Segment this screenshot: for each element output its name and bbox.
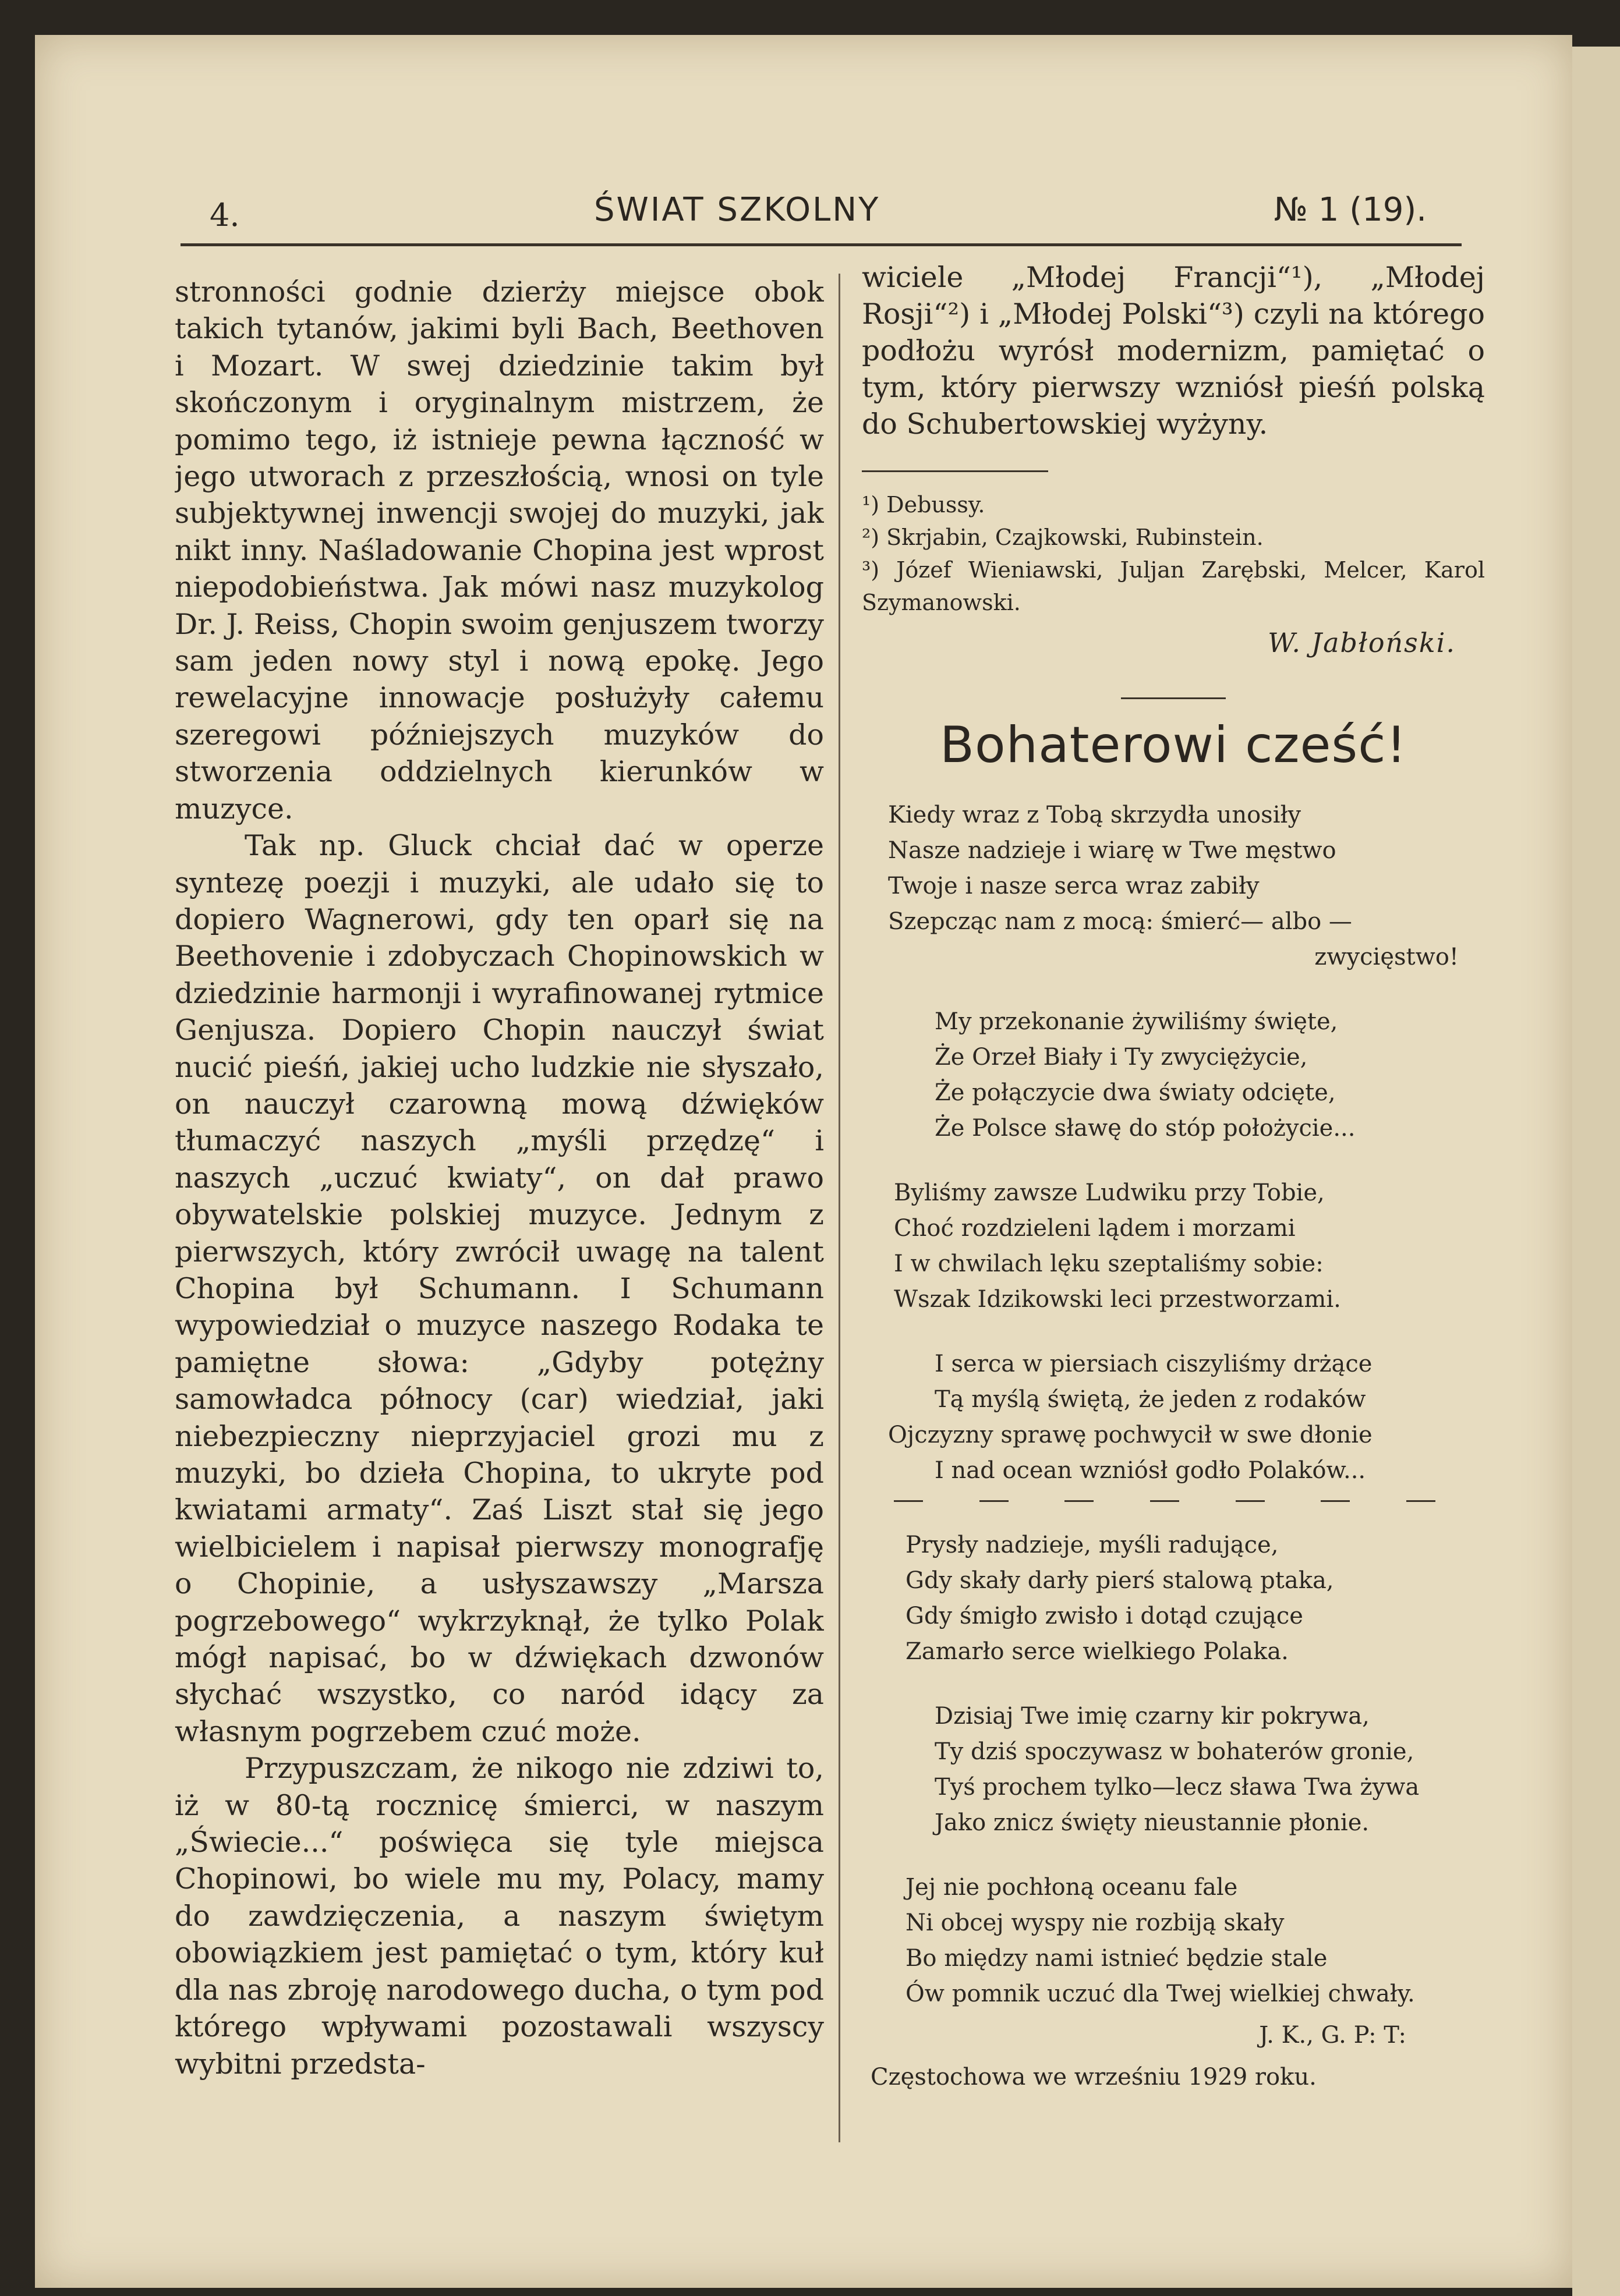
poem-line: Prysły nadzieje, myśli radujące, (905, 1532, 1279, 1558)
poem-line: Jako znicz święty nieustannie płonie. (935, 1809, 1370, 1836)
poem-line: Ni obcej wyspy nie rozbiją skały (905, 1909, 1285, 1936)
poem-line: Bo między nami istnieć będzie stale (905, 1945, 1328, 1972)
continuation-paragraph: wiciele „Młodej Francji“¹), „Młodej Rosji“²) i „Młodej Polski“³) czyli na którego podłożu wyrósł modernizm, pamiętać o tym, który pierwszy wzniósł pieśń polską do Schubertowskiej wyżyny. (862, 261, 1485, 441)
poem-line: I nad ocean wzniósł godło Polaków... (935, 1457, 1366, 1484)
poem-line: Wszak Idzikowski leci przestworzami. (894, 1286, 1341, 1313)
section-separator (1121, 697, 1226, 699)
stanza (888, 1347, 1482, 1489)
footnote: ³) Józef Wieniawski, Juljan Zarębski, Melcer, Karol Szymanowski. (862, 557, 1485, 615)
dash (1064, 1500, 1094, 1502)
author-signature: W. Jabłoński. (1268, 627, 1456, 658)
poem-line: Dzisiaj Twe imię czarny kir pokrywa, (935, 1703, 1370, 1730)
stanza (888, 1528, 1482, 1670)
dash (1150, 1500, 1179, 1502)
page-header (181, 185, 1462, 246)
poem-line: Ty dziś spoczywasz w bohaterów gronie, (935, 1738, 1414, 1765)
stanza (888, 1699, 1482, 1841)
poem-line: Jej nie pochłoną oceanu fale (905, 1874, 1238, 1901)
column-divider (839, 274, 840, 2142)
poem-line: Tyś prochem tylko—lecz sława Twa żywa (935, 1774, 1420, 1801)
paragraph: stronności godnie dzierży miejsce obok takich tytanów, jakimi byli Bach, Beethoven i Mozart. W swej dziedzinie takim był skończonym i oryginalnym mistrzem, że pomimo tego, iż istnieje pewna łączność w jego utworach z przeszłością, wnosi on tyle subjektywnej inwencji swojej do muzyki, jak nikt inny. Naśladowanie Chopina jest wprost niepodobieństwa. Jak mówi nasz muzykolog Dr. J. Reiss, Chopin swoim genjuszem tworzy sam jeden nowy styl i nową epokę. Jego rewelacyjne innowacje posłużyły całemu szeregowi późniejszych muzyków do stworzenia oddzielnych kierunków w muzyce. (175, 275, 824, 825)
poem-line: Byliśmy zawsze Ludwiku przy Tobie, (894, 1179, 1325, 1206)
poem-line: My przekonanie żywiliśmy święte, (935, 1008, 1338, 1035)
poem-line: I serca w piersiach ciszyliśmy drżące (935, 1351, 1373, 1377)
footnote-rule (862, 470, 1048, 472)
dash (979, 1500, 1009, 1502)
issue-number: № 1 (19). (1274, 191, 1427, 229)
poem-line: Twoje i nasze serca wraz zabiły (888, 873, 1260, 899)
poem-line: I w chwilach lęku szeptaliśmy sobie: (894, 1250, 1324, 1277)
poem-line: Tą myślą świętą, że jeden z rodaków (935, 1386, 1366, 1413)
poem-line: Ów pomnik uczuć dla Twej wielkiej chwały. (905, 1980, 1415, 2007)
stanza (888, 1870, 1482, 2012)
poem-line: zwycięstwo! (1314, 944, 1459, 970)
place-and-date: Częstochowa we wrześniu 1929 roku. (871, 2064, 1317, 2091)
running-title: ŚWIAT SZKOLNY (594, 191, 880, 229)
poem-initials: J. K., G. P: T: (1259, 2022, 1406, 2049)
poem-line: Gdy śmigło zwisło i dotąd czujące (905, 1603, 1303, 1629)
paragraph: Przypuszczam, że nikogo nie zdziwi to, iż w 80-tą rocznicę śmierci, w naszym „Świecie...“ poświęca się tyle miejsca Chopinowi, bo wiele mu my, Polacy, mamy do zawdzięczenia, a naszym świętym obowiązkiem jest pamiętać o tym, który kuł dla nas zbroję narodowego ducha, o tym pod którego wpływami pozostawali wszyscy wybitni przedsta- (175, 1752, 824, 2081)
poem-line: Choć rozdzieleni lądem i morzami (894, 1215, 1296, 1242)
paragraph: Tak np. Gluck chciał dać w operze syntezę poezji i muzyki, ale udało się to dopiero Wagnerowi, gdy ten oparł się na Beethovenie i zdobyczach Chopinowskich w dziedzinie harmonji i wyrafinowanej rytmice Genjusza. Dopiero Chopin nauczył świat nucić pieśń, jakiej ucho ludzkie nie słyszało, on nauczył czarowną mową dźwięków tłumaczyć naszych „myśli przędzę“ i naszych „uczuć kwiaty“, on dał prawo obywatelskie polskiej muzyce. Jednym z pierwszych, który zwrócił uwagę na talent Chopina był Schumann. I Schumann wypowiedział o muzyce naszego Rodaka te pamiętne słowa: „Gdyby potężny samowładca północy (car) wiedział, jaki niebezpieczny nieprzyjaciel grozi mu z muzyki, bo dzieła Chopina, to ukryte pod kwiatami armaty“. Zaś Liszt stał się jego wielbicielem i napisał pierwszy monografję o Chopinie, a usłyszawszy „Marsza pogrzebowego“ wykrzyknął, że tylko Polak mógł napisać, bo w dźwiękach dzwonów słychać wszystko, co naród idący za własnym pogrzebem czuć może. (175, 829, 824, 1748)
poem-title: Bohaterowi cześć! (939, 716, 1407, 774)
dash (894, 1500, 923, 1502)
next-page-edge (1572, 47, 1620, 2296)
poem-line: Zamarło serce wielkiego Polaka. (905, 1638, 1289, 1665)
poem-line: Kiedy wraz z Tobą skrzydła unosiły (888, 802, 1301, 828)
poem-line: Nasze nadzieje i wiarę w Twe męstwo (888, 837, 1336, 864)
dash (1406, 1500, 1435, 1502)
left-column (175, 274, 824, 2102)
poem-line: Że połączycie dwa światy odcięte, (935, 1079, 1336, 1106)
footnote: ²) Skrjabin, Czajkowski, Rubinstein. (862, 525, 1264, 550)
footnotes (862, 488, 1485, 619)
poem-line: Gdy skały darły pierś stalową ptaka, (905, 1567, 1334, 1594)
dash (1236, 1500, 1265, 1502)
stanza (888, 1004, 1482, 1146)
poem (888, 798, 1482, 2053)
footnote: ¹) Debussy. (862, 492, 985, 518)
page-number: 4. (210, 197, 240, 233)
stanza (888, 1175, 1482, 1317)
poem-line: Że Orzeł Biały i Ty zwyciężycie, (935, 1044, 1308, 1071)
poem-line: Ojczyzny sprawę pochwycił w swe dłonie (888, 1422, 1373, 1448)
poem-line: Szepcząc nam z mocą: śmierć— albo — (888, 908, 1352, 935)
dash (1321, 1500, 1350, 1502)
poem-line: Że Polsce sławę do stóp położycie... (935, 1115, 1356, 1142)
right-column (862, 259, 1485, 699)
stanza (888, 798, 1482, 975)
dash-separator (894, 1500, 1435, 1502)
